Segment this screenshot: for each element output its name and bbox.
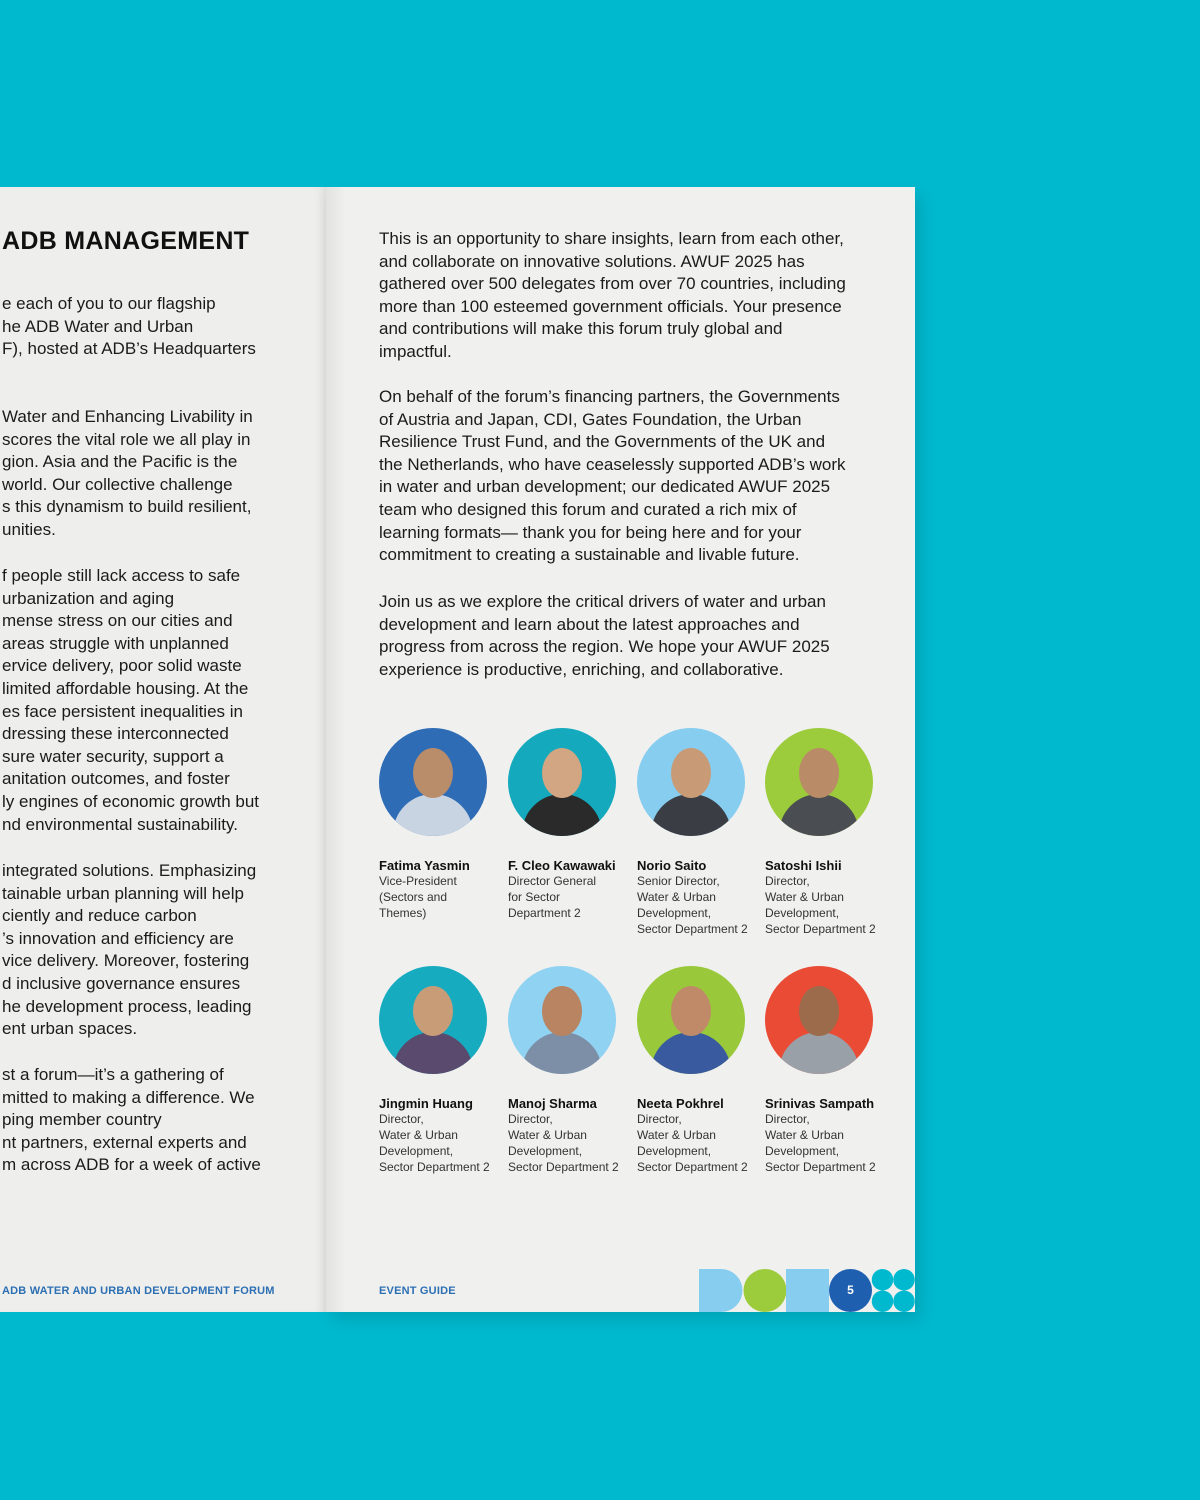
title-line: Department 2 [508,906,581,920]
title-line: Water & Urban [637,1128,716,1142]
person-name: Norio Saito [637,858,707,873]
text-line: This is an opportunity to share insights, learn from each other, [379,229,844,248]
deco-dot [872,1291,894,1313]
title-line: Sector Department 2 [637,922,748,936]
title-line: Sector Department 2 [379,1160,490,1174]
text-line: team who designed this forum and curated a rich mix of [379,499,797,519]
text-line: urbanization and aging [2,588,175,608]
avatar [508,966,616,1074]
text-line: ent urban spaces. [2,1019,138,1039]
title-line: Senior Director, [637,874,720,888]
left-page [0,187,326,1312]
text-line: Water and Enhancing Livability in [2,407,253,426]
text-line: On behalf of the forum’s financing partners, the Governments [379,387,840,406]
text-line: ervice delivery, poor solid waste [2,656,242,676]
avatar-head-shape [413,986,453,1036]
deco-square [786,1269,829,1312]
avatar-body-shape [779,794,859,836]
deco-dot [893,1269,915,1291]
text-line: the Netherlands, who have ceaselessly supported ADB’s work [379,454,846,474]
text-line: learning formats— thank you for being here and for your [379,522,802,542]
text-line: ciently and reduce carbon [2,906,197,926]
title-line: Director, [379,1112,424,1126]
title-line: (Sectors and [379,890,448,904]
title-line: Development, [765,1144,840,1158]
avatar [508,728,616,836]
text-line: integrated solutions. Emphasizing [2,861,257,880]
title-line: Water & Urban [765,1128,844,1142]
text-line: scores the vital role we all play in [2,429,251,449]
deco-dot [872,1269,894,1291]
person-card [379,966,497,1175]
text-line: he development process, leading [2,996,252,1016]
page-number: 5 [847,1283,854,1297]
avatar-head-shape [671,986,711,1036]
deco-half-circle [699,1269,743,1312]
right-page [326,187,915,1312]
title-line: Director, [637,1112,682,1126]
right-paragraph-3 [379,591,899,681]
text-line: impactful. [379,341,452,361]
avatar [637,728,745,836]
person-card [637,728,755,937]
person-title [765,1111,883,1175]
avatar-body-shape [393,794,473,836]
title-line: Water & Urban [508,1128,587,1142]
text-line: f people still lack access to safe [2,566,241,585]
right-footer: EVENT GUIDE [379,1285,456,1297]
title-line: Water & Urban [637,890,716,904]
person-title [508,1111,626,1175]
title-line: Director, [765,1112,810,1126]
text-line: sure water security, support a [2,746,224,766]
text-line: gathered over 500 delegates from over 70 countries, including [379,274,846,294]
avatar-head-shape [799,986,839,1036]
person-name: Manoj Sharma [508,1096,597,1111]
text-line: in water and urban development; our dedicated AWUF 2025 [379,477,831,497]
text-line: Join us as we explore the critical drivers of water and urban [379,592,826,611]
title-line: Water & Urban [765,890,844,904]
left-footer: ADB WATER AND URBAN DEVELOPMENT FORUM [2,1285,275,1297]
avatar-body-shape [651,1032,731,1074]
avatar [379,966,487,1074]
left-paragraph-2 [2,406,272,542]
text-line: es face persistent inequalities in [2,701,243,721]
person-name: Satoshi Ishii [765,858,842,873]
person-name: F. Cleo Kawawaki [508,858,616,873]
text-line: and contributions will make this forum truly global and [379,319,783,339]
title-line: Sector Department 2 [637,1160,748,1174]
text-line: m across ADB for a week of active [2,1155,261,1175]
text-line: more than 100 esteemed government officials. Your presence [379,296,842,316]
text-line: experience is productive, enriching, and collaborative. [379,659,784,679]
person-card [508,728,626,921]
title-line: Themes) [379,906,427,920]
avatar-body-shape [393,1032,473,1074]
page-heading: ADB MANAGEMENT [2,227,250,255]
title-line: Development, [508,1144,583,1158]
text-line: vice delivery. Moreover, fostering [2,951,250,971]
text-line: mitted to making a difference. We [2,1087,255,1107]
text-line: development and learn about the latest approaches and [379,614,800,634]
text-line: mense stress on our cities and [2,611,233,631]
left-paragraph-5 [2,1064,272,1177]
text-line: F), hosted at ADB’s Headquarters [2,339,256,359]
text-line: and collaborate on innovative solutions. AWUF 2025 has [379,251,805,271]
person-name: Neeta Pokhrel [637,1096,724,1111]
person-card [765,728,883,937]
right-paragraph-2 [379,386,899,567]
avatar [765,728,873,836]
person-name: Fatima Yasmin [379,858,470,873]
text-line: Resilience Trust Fund, and the Governments of the UK and [379,432,826,452]
text-line: s this dynamism to build resilient, [2,497,252,517]
avatar [637,966,745,1074]
avatar-body-shape [522,1032,602,1074]
text-line: e each of you to our flagship [2,294,216,313]
person-title [379,1111,497,1175]
text-line: progress from across the region. We hope your AWUF 2025 [379,637,830,657]
title-line: Sector Department 2 [765,1160,876,1174]
text-line: ’s innovation and efficiency are [2,928,234,948]
text-line: d inclusive governance ensures [2,973,241,993]
left-paragraph-4 [2,860,272,1041]
person-name: Srinivas Sampath [765,1096,875,1111]
title-line: Development, [637,1144,712,1158]
avatar-head-shape [542,986,582,1036]
text-line: ly engines of economic growth but [2,791,260,811]
avatar-head-shape [671,748,711,798]
person-card [508,966,626,1175]
title-line: Director General [508,874,597,888]
left-paragraph-3 [2,565,272,836]
person-name: Jingmin Huang [379,1096,473,1111]
avatar-body-shape [522,794,602,836]
text-line: anitation outcomes, and foster [2,769,230,789]
deco-dot [893,1291,915,1313]
person-card [765,966,883,1175]
title-line: Sector Department 2 [765,922,876,936]
title-line: Director, [765,874,810,888]
title-line: Development, [765,906,840,920]
right-paragraph-1 [379,228,899,364]
left-paragraph-1 [2,293,272,361]
text-line: commitment to creating a sustainable and livable future. [379,545,800,565]
person-card [379,728,497,921]
person-title [508,873,626,921]
deco-green-circle [744,1269,787,1312]
avatar [765,966,873,1074]
text-line: gion. Asia and the Pacific is the [2,452,238,472]
person-card [637,966,755,1175]
avatar-head-shape [799,748,839,798]
brochure-spread [0,187,915,1312]
person-title [765,873,883,937]
text-line: areas struggle with unplanned [2,633,229,653]
title-line: for Sector [508,890,561,904]
avatar-head-shape [413,748,453,798]
avatar-head-shape [542,748,582,798]
avatar [379,728,487,836]
text-line: tainable urban planning will help [2,883,244,903]
text-line: world. Our collective challenge [2,474,233,494]
decorative-shapes [699,1269,915,1312]
text-line: nt partners, external experts and [2,1132,247,1152]
text-line: ping member country [2,1110,162,1130]
text-line: dressing these interconnected [2,724,229,744]
avatar-body-shape [779,1032,859,1074]
text-line: limited affordable housing. At the [2,678,249,698]
person-title [637,873,755,937]
text-line: st a forum—it’s a gathering of [2,1065,224,1084]
title-line: Water & Urban [379,1128,458,1142]
text-line: of Austria and Japan, CDI, Gates Foundation, the Urban [379,409,802,429]
text-line: unities. [2,519,56,539]
title-line: Director, [508,1112,553,1126]
title-line: Development, [379,1144,454,1158]
title-line: Vice-President [379,874,457,888]
person-title [637,1111,755,1175]
text-line: nd environmental sustainability. [2,814,238,834]
title-line: Development, [637,906,712,920]
person-title [379,873,497,921]
text-line: he ADB Water and Urban [2,316,194,336]
avatar-body-shape [651,794,731,836]
title-line: Sector Department 2 [508,1160,619,1174]
